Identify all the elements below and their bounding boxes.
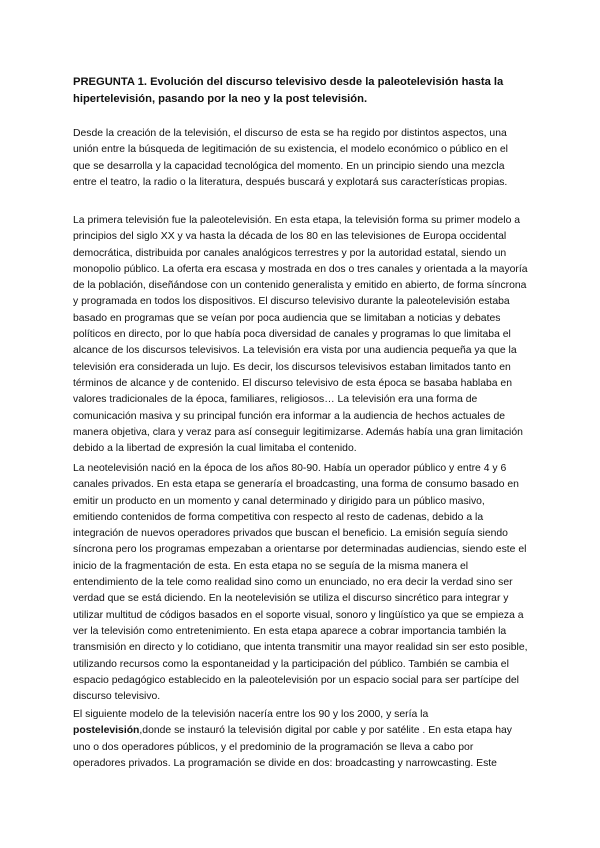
paragraph-paleotelevision: La primera televisión fue la paleotelevisión. En esta etapa, la televisión forma su primer modelo a principios del siglo XX y va hasta la década de los 80 en las televisiones de Europa occidental democrática, distribuida por canales analógicos terrestres y por la autoridad estatal, siendo un monopolio público. La oferta era escasa y mostrada en dos o tres canales y orientada a la mayoría de la población, diseñándose con un contenido generalista y emitido en abierto, de forma síncrona y programada en todos los dispositivos. El discurso televisivo durante la paleotelevisión estaba basado en programas que se veían por poca audiencia que se limitaban a noticias y debates políticos en directo, por lo que había poca diversidad de canales y programas lo que limitaba el alcance de los discursos televisivos. La televisión era vista por una audiencia pequeña ya que la televisión era considerada un lujo. Es decir, los discursos televisivos estaban limitados tanto en términos de alcance y de contenido. El discurso televisivo de esta época se basaba hablaba en valores tradicionales de la época, familiares, religiosos… La televisión era una forma de comunicación masiva y su principal función era informar a la audiencia de hechos actuales de manera objetiva, clara y veraz para así conseguir legitimizarse. Además había una gran limitación debido a la libertad de expresión la cual limitaba el contenido. bbox=[73, 215, 528, 455]
paragraph-text-before: El siguiente modelo de la televisión nacería entre los 90 y los 2000, y sería la bbox=[73, 709, 429, 720]
paragraph-neotelevision: La neotelevisión nació en la época de los años 80-90. Había un operador público y entre 4 y 6 canales privados. En esta etapa se generaría el broadcasting, una forma de consumo basado en emitir un producto en un momento y canal determinado y dirigido para un público masivo, emitiendo contenidos de forma competitiva con respecto al resto de cadenas, debido a la integración de nuevos operadores privados que buscan el beneficio. La emisión seguía siendo síncrona pero los programas empezaban a orientarse por determinadas audiencias, siendo este el inicio de la fragmentación de esta. En esta etapa no se seguía de la misma manera el entendimiento de la tele como realidad sino como un enunciado, no era decir la verdad sino ser verdad que se está diciendo. En la neotelevisión se utiliza el discurso sincrético para integrar y utilizar multitud de códigos basados en el soporte visual, sonoro y lingüístico ya que se empieza a ver la televisión como entretenimiento. En esta etapa aparece a cobrar importancia también la transmisión en directo y lo cotidiano, que intenta transmitir una mayor realidad sin ser esto posible, utilizando recursos como la espontaneidad y la participación del público. También se cambia el espacio pedagógico establecido en la paleotelevisión por un espacio social para ser partícipe del discurso televisivo. bbox=[73, 463, 528, 703]
term-postelevision: postelevisión bbox=[73, 725, 140, 737]
document-title: PREGUNTA 1. Evolución del discurso televisivo desde la paleotelevisión hasta la hipertelevisión, pasando por la neo y la post televisión. bbox=[73, 76, 504, 105]
paragraph-introduction: Desde la creación de la televisión, el discurso de esta se ha regido por distintos aspectos, una unión entre la búsqueda de legitimación de su existencia, el modelo económico o público en el que se desarrolla y la capacidad tecnológica del momento. En un principio siendo una mezcla entre el teatro, la radio o la literatura, después buscará y explotará sus características propias. bbox=[73, 128, 508, 188]
paragraph-text-after: ,donde se instauró la televisión digital por cable y por satélite . En esta etapa hay uno o dos operadores públicos, y el predominio de la programación se lleva a cabo por operadores privados. La programación se divide en dos: broadcasting y narrowcasting. Este bbox=[73, 725, 512, 769]
paragraph-postelevision bbox=[73, 707, 528, 772]
